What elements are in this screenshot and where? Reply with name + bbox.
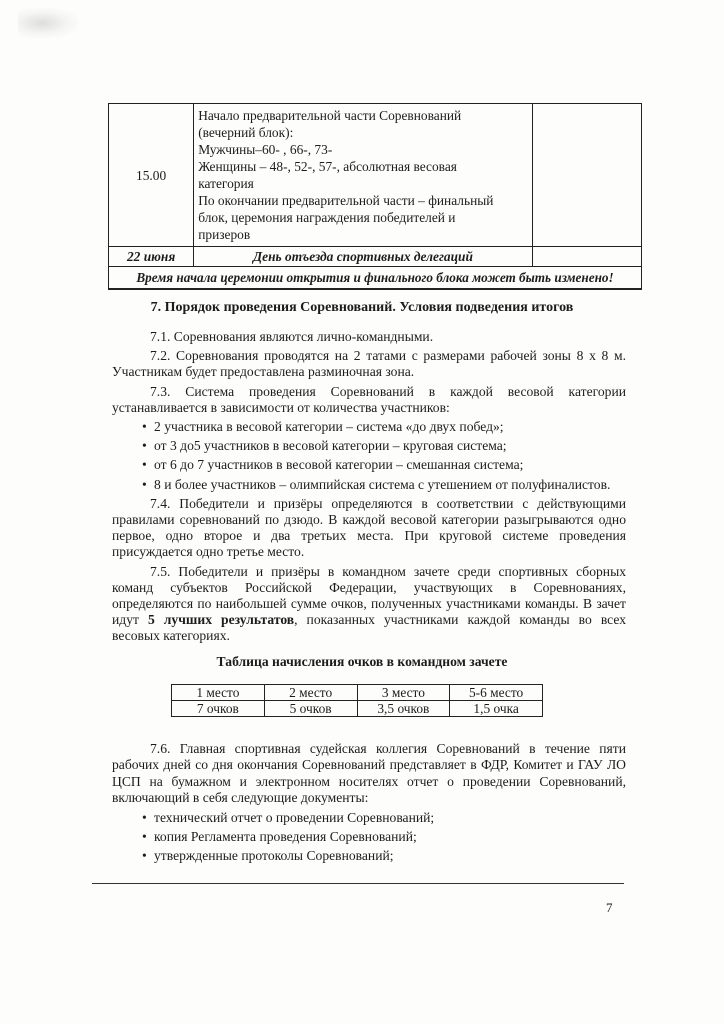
list-item-text: копия Регламента проведения Соревнований; xyxy=(154,829,417,845)
points-table xyxy=(171,684,543,717)
bullet-icon: • xyxy=(142,829,147,845)
list-item xyxy=(112,438,626,454)
bullet-icon: • xyxy=(142,476,147,492)
points-table-title: Таблица начисления очков в командном зачете xyxy=(216,654,508,669)
list-item xyxy=(112,477,626,493)
paragraph-7-5-end: , показанных участниками каждой команды во всех весовых категориях. xyxy=(112,612,627,644)
list-item-text: от 3 до5 участников в весовой категории – круговая система; xyxy=(154,438,507,454)
section-title: 7. Порядок проведения Соревнований. Условия подведения итогов xyxy=(150,300,574,315)
schedule-line: категория xyxy=(198,176,254,191)
schedule-note: Время начала церемонии открытия и финального блока может быть изменено! xyxy=(109,267,642,290)
schedule-line: Начало предварительной части Соревнований xyxy=(198,108,462,123)
section-body xyxy=(112,329,626,648)
schedule-line: (вечерний блок): xyxy=(198,125,294,140)
bullet-icon: • xyxy=(142,457,147,473)
page-number: 7 xyxy=(606,900,613,915)
paragraph-7-6: 7.6. Главная спортивная судейская коллегия Соревнований в течение пяти рабочих дней со дня окончания Соревнований представляет в ФДР, Комитет и ГАУ ЛО ЦСП на бумажном и электронном носителях отчет о проведении Соревнований, включающий в себя следующие документы: xyxy=(112,741,626,806)
schedule-time: 15.00 xyxy=(109,104,194,247)
place-cell: 1 место xyxy=(172,685,265,701)
list-item-text: 8 и более участников – олимпийская система с утешением от полуфиналистов. xyxy=(154,476,611,492)
list-item-text: технический отчет о проведении Соревнований; xyxy=(154,809,435,825)
list-item xyxy=(112,419,626,435)
list-item-text: утвержденные протоколы Соревнований; xyxy=(154,848,394,864)
list-item-text: 2 участника в весовой категории – система «до двух побед»; xyxy=(154,419,504,435)
paragraph-7-5 xyxy=(112,564,626,645)
schedule-table xyxy=(108,103,642,290)
bullet-icon: • xyxy=(142,419,147,435)
place-cell: 5-6 место xyxy=(450,685,543,701)
footer-divider xyxy=(92,883,624,884)
paragraph-7-4: 7.4. Победители и призёры определяются в соответствии с действующими правилами соревнований по дзюдо. В каждой весовой категории разыгрываются одно первое, одно второе и два третьих места. При круговой системе проведения присуждается одно третье место. xyxy=(112,495,626,560)
schedule-row xyxy=(109,104,642,247)
schedule-empty-cell xyxy=(532,104,641,247)
bullet-icon: • xyxy=(142,809,147,825)
schedule-departure: День отъезда спортивных делегаций xyxy=(194,247,533,267)
paragraph-7-2: 7.2. Соревнования проводятся на 2 татами с размерами рабочей зоны 8 х 8 м. Участникам будет предоставлена разминочная зона. xyxy=(112,348,626,380)
schedule-line: По окончании предварительной части – финальный xyxy=(198,193,494,208)
paragraph-7-5-bold: 5 лучших результатов xyxy=(147,612,295,628)
points-cell: 1,5 очка xyxy=(450,701,543,717)
list-item xyxy=(112,829,626,845)
schedule-line: Женщины – 48-, 52-, 57-, абсолютная весовая xyxy=(198,159,457,174)
points-cell: 5 очков xyxy=(264,701,357,717)
bullet-icon: • xyxy=(142,848,147,864)
schedule-empty-cell xyxy=(532,247,641,267)
paragraph-7-1: 7.1. Соревнования являются лично-командными. xyxy=(150,329,434,344)
schedule-line: блок, церемония награждения победителей и xyxy=(198,210,456,225)
schedule-date: 22 июня xyxy=(109,247,194,267)
paragraph-7-5-start: 7.5. Победители и призёры в командном зачете среди спортивных сборных команд субъектов Российской Федерации, участвующих в Соревнованиях, определяются по наибольшей сумме очков, полученных участниками команды. В зачет идут xyxy=(112,563,626,628)
bullet-icon: • xyxy=(142,438,147,454)
list-item xyxy=(112,810,626,826)
list-item xyxy=(112,457,626,473)
place-cell: 3 место xyxy=(357,685,450,701)
schedule-description xyxy=(194,104,533,247)
scan-artifact xyxy=(18,8,78,38)
place-cell: 2 место xyxy=(264,685,357,701)
section-body-continued xyxy=(112,741,626,868)
table-row xyxy=(172,685,543,701)
table-row xyxy=(172,701,543,717)
schedule-line: Мужчины–60- , 66-, 73- xyxy=(198,142,333,157)
schedule-line: призеров xyxy=(198,227,251,242)
schedule-row xyxy=(109,247,642,267)
list-item xyxy=(112,848,626,864)
points-cell: 3,5 очков xyxy=(357,701,450,717)
points-cell: 7 очков xyxy=(172,701,265,717)
list-item-text: от 6 до 7 участников в весовой категории – смешанная система; xyxy=(154,457,524,473)
schedule-note-row xyxy=(109,267,642,290)
paragraph-7-3: 7.3. Система проведения Соревнований в каждой весовой категории устанавливается в зависимости от количества участников: xyxy=(112,383,626,415)
